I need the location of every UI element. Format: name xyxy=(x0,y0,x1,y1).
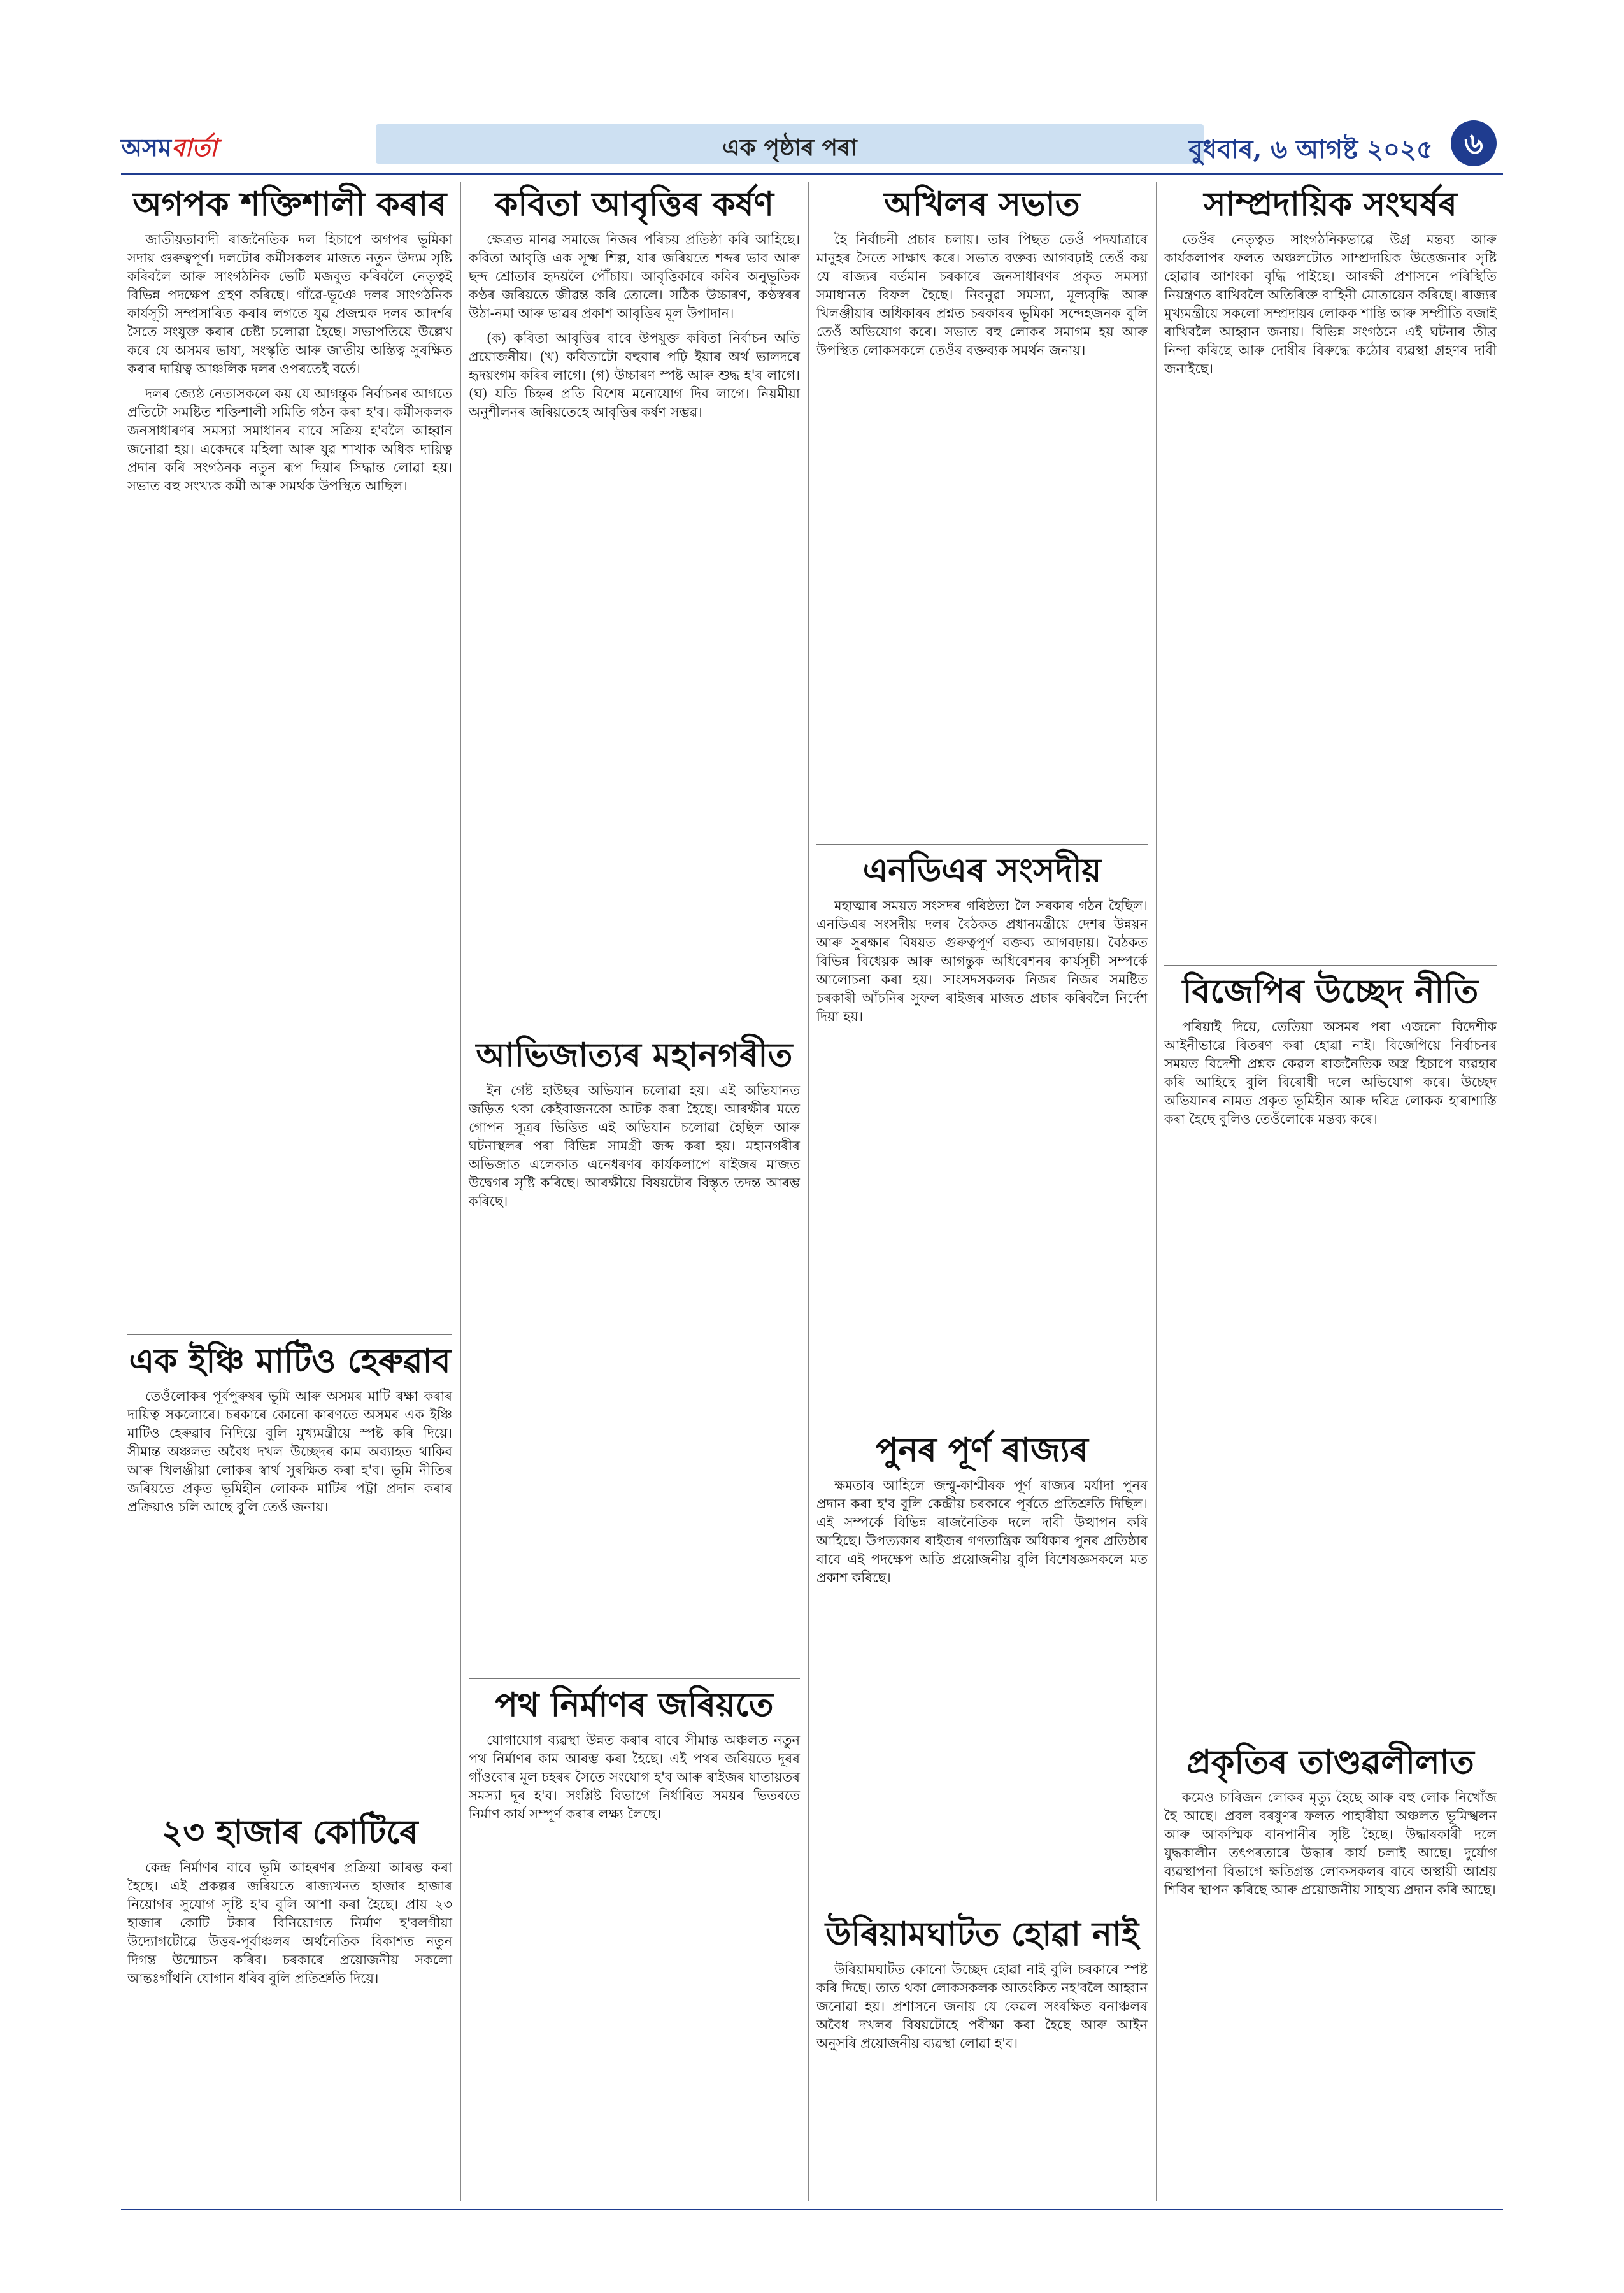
article-statehood xyxy=(816,1431,1148,1587)
page-number-badge: ৬ xyxy=(1451,120,1497,166)
article-headline: পথ নিৰ্মাণৰ জৰিয়তে xyxy=(495,1686,774,1724)
article-body: তেওঁৰ নেতৃত্বত সাংগঠনিকভাৱে উগ্ৰ মন্তব্য আৰু কাৰ্যকলাপৰ ফলত অঞ্চলটোত সাম্প্ৰদায়িক উত্তেজনাৰ সৃষ্টি হোৱাৰ আশংকা বৃদ্ধি পাইছে। আৰক্ষী প্ৰশাসনে পৰিস্থিতি নিয়ন্ত্ৰণত ৰাখিবলৈ অতিৰিক্ত বাহিনী মোতায়েন কৰিছে। ৰাজ্যৰ মুখ্যমন্ত্ৰীয়ে সকলো সম্প্ৰদায়ৰ লোকক শান্তি আৰু সম্প্ৰীতি বজাই ৰাখিবলৈ আহ্বান জনায়। বিভিন্ন সংগঠনে এই ঘটনাৰ তীব্ৰ নিন্দা কৰিছে আৰু দোষীৰ বিৰুদ্ধে কঠোৰ ব্যৱস্থা গ্ৰহণৰ দাবী জনাইছে। xyxy=(1164,232,1497,377)
logo-part1: অসম xyxy=(121,134,172,162)
article-uriamghat xyxy=(816,1915,1148,2053)
column-3 xyxy=(816,185,1148,360)
article-headline: এক ইঞ্চি মাটিও হেৰুৱাব xyxy=(129,1342,451,1380)
article-headline: অখিলৰ সভাত xyxy=(884,185,1080,224)
article-metropolis xyxy=(469,1036,800,1211)
article-body: যোগাযোগ ব্যৱস্থা উন্নত কৰাৰ বাবে সীমান্ত অঞ্চলত নতুন পথ নিৰ্মাণৰ কাম আৰম্ভ কৰা হৈছে। এই পথৰ জৰিয়তে দূৰৰ গাঁওবোৰ মূল চহৰৰ সৈতে সংযোগ হ'ব আৰু ৰাইজৰ যাতায়তৰ সমস্যা দূৰ হ'ব। সংশ্লিষ্ট বিভাগে নিৰ্ধাৰিত সময়ৰ ভিতৰতে নিৰ্মাণ কাৰ্য সম্পূৰ্ণ কৰাৰ লক্ষ্য লৈছে। xyxy=(469,1732,800,1822)
article-body: ক্ষেত্ৰত মানৱ সমাজে নিজৰ পৰিচয় প্ৰতিষ্ঠা কৰি আহিছে। কবিতা আবৃত্তি এক সূক্ষ্ম শিল্প, যাৰ জৰিয়তে শব্দৰ ভাব আৰু ছন্দ শ্ৰোতাৰ হৃদয়লৈ পৌঁচায়। আবৃত্তিকাৰে কবিৰ অনুভূতিক কণ্ঠৰ জৰিয়তে জীৱন্ত কৰি তোলে। সঠিক উচ্চাৰণ, কণ্ঠস্বৰৰ উঠা-নমা আৰু ভাৱৰ প্ৰকাশ আবৃত্তিৰ মূল উপাদান। xyxy=(469,232,800,322)
article-body: (ক) কবিতা আবৃত্তিৰ বাবে উপযুক্ত কবিতা নিৰ্বাচন অতি প্ৰয়োজনীয়। (খ) কবিতাটো বহুবাৰ পঢ়ি ইয়াৰ অৰ্থ ভালদৰে হৃদয়ংগম কৰিব লাগে। (গ) উচ্চাৰণ স্পষ্ট আৰু শুদ্ধ হ'ব লাগে। (ঘ) যতি চিহ্নৰ প্ৰতি বিশেষ মনোযোগ দিব লাগে। নিয়মীয়া অনুশীলনৰ জৰিয়তেহে আবৃত্তিৰ কৰ্ষণ সম্ভৱ। xyxy=(469,331,800,420)
column-4 xyxy=(1164,185,1497,378)
article-body: জাতীয়তাবাদী ৰাজনৈতিক দল হিচাপে অগপৰ ভূমিকা সদায় গুৰুত্বপূৰ্ণ। দলটোৰ কৰ্মীসকলৰ মাজত নতুন উদ্যম সৃষ্টি কৰিবলৈ আৰু সাংগঠনিক ভেটি মজবুত কৰিবলৈ নেতৃত্বই বিভিন্ন পদক্ষেপ গ্ৰহণ কৰিছে। গাঁৱে-ভূঞে দলৰ সাংগঠনিক কাৰ্যসূচী সম্প্ৰসাৰিত কৰাৰ লগতে যুৱ প্ৰজন্মক দলৰ আদৰ্শৰ সৈতে সংযুক্ত কৰাৰ চেষ্টা চলোৱা হৈছে। সভাপতিয়ে উল্লেখ কৰে যে অসমৰ ভাষা, সংস্কৃতি আৰু জাতীয় অস্তিত্ব সুৰক্ষিত কৰাৰ দায়িত্ব আঞ্চলিক দলৰ ওপৰতেই বৰ্তে। xyxy=(127,232,452,377)
article-nda xyxy=(816,851,1148,1026)
newspaper-logo[interactable] xyxy=(121,129,217,170)
article-headline: সাম্প্ৰদায়িক সংঘৰ্ষৰ xyxy=(1204,185,1457,224)
column-2 xyxy=(469,185,800,422)
article-headline: ২৩ হাজাৰ কোটিৰে xyxy=(161,1813,418,1852)
article-body: ইন গেষ্ট হাউছৰ অভিযান চলোৱা হয়। এই অভিযানত জড়িত থকা কেইবাজনকো আটক কৰা হৈছে। আৰক্ষীৰ মতে গোপন সূত্ৰৰ ভিত্তিত এই অভিযান চলোৱা হৈছিল আৰু ঘটনাস্থলৰ পৰা বিভিন্ন সামগ্ৰী জব্দ কৰা হয়। মহানগৰীৰ অভিজাত এলেকাত এনেধৰণৰ কাৰ্যকলাপে ৰাইজৰ মাজত উদ্বেগৰ সৃষ্টি কৰিছে। আৰক্ষীয়ে বিষয়টোৰ বিস্তৃত তদন্ত আৰম্ভ কৰিছে। xyxy=(469,1083,800,1210)
article-separator xyxy=(127,1334,452,1335)
issue-date: বুধবাৰ, ৬ আগষ্ট ২০২৫ xyxy=(1188,134,1433,164)
column-4-middle xyxy=(1164,959,1497,1129)
column-3-bottom xyxy=(816,1901,1148,2053)
article-body: দলৰ জ্যেষ্ঠ নেতাসকলে কয় যে আগন্তুক নিৰ্বাচনৰ আগতে প্ৰতিটো সমষ্টিত শক্তিশালী সমিতি গঠন কৰা হ'ব। কৰ্মীসকলক জনসাধাৰণৰ সমস্যা সমাধানৰ বাবে সক্ৰিয় হ'বলৈ আহ্বান জনোৱা হয়। একেদৰে মহিলা আৰু যুৱ শাখাক অধিক দায়িত্ব প্ৰদান কৰি সংগঠনক নতুন ৰূপ দিয়াৰ সিদ্ধান্ত লোৱা হয়। সভাত বহু সংখ্যক কৰ্মী আৰু সমৰ্থক উপস্থিত আছিল। xyxy=(127,386,452,494)
article-bjp-eviction xyxy=(1164,972,1497,1129)
article-headline: উৰিয়ামঘাটত হোৱা নাই xyxy=(825,1915,1139,1954)
article-headline: বিজেপিৰ উচ্ছেদ নীতি xyxy=(1182,973,1479,1011)
article-separator xyxy=(816,844,1148,845)
article-headline: আভিজাত্যৰ মহানগৰীত xyxy=(476,1036,793,1075)
article-agp xyxy=(127,185,452,496)
column-2-bottom xyxy=(469,1672,800,1824)
article-body: হৈ নিৰ্বাচনী প্ৰচাৰ চলায়। তাৰ পিছত তেওঁ পদযাত্ৰাৰে মানুহৰ সৈতে সাক্ষাৎ কৰে। সভাত বক্তব্য আগবঢ়াই তেওঁ কয় যে ৰাজ্যৰ বৰ্তমান চৰকাৰে জনসাধাৰণৰ প্ৰকৃত সমস্যা সমাধানত বিফল হৈছে। নিবনুৱা সমস্যা, মূল্যবৃদ্ধি আৰু খিলঞ্জীয়াৰ অধিকাৰৰ প্ৰশ্নত চৰকাৰৰ ভূমিকা সন্দেহজনক বুলি তেওঁ অভিযোগ কৰে। সভাত বহু লোকৰ সমাগম হয় আৰু উপস্থিত লোকসকলে তেওঁৰ বক্তব্যক সমৰ্থন জনায়। xyxy=(816,232,1148,359)
article-headline: প্ৰকৃতিৰ তাণ্ডৱলীলাত xyxy=(1186,1743,1474,1782)
column-1 xyxy=(127,185,452,496)
masthead-rule xyxy=(121,173,1503,175)
section-title: এক পৃষ্ঠাৰ পৰা xyxy=(722,134,857,161)
column-2-middle xyxy=(469,1022,800,1211)
article-headline: কবিতা আবৃত্তিৰ কৰ্ষণ xyxy=(495,185,774,224)
article-land xyxy=(127,1341,452,1517)
article-body: তেওঁলোকৰ পূৰ্বপুৰুষৰ ভূমি আৰু অসমৰ মাটি ৰক্ষা কৰাৰ দায়িত্ব সকলোৰে। চৰকাৰে কোনো কাৰণতে অসমৰ এক ইঞ্চি মাটিও হেৰুৱাব নিদিয়ে বুলি মুখ্যমন্ত্ৰীয়ে স্পষ্ট কৰি দিয়ে। সীমান্ত অঞ্চলত অবৈধ দখল উচ্ছেদৰ কাম অব্যাহত থাকিব আৰু খিলঞ্জীয়া লোকৰ স্বাৰ্থ সুৰক্ষিত কৰা হ'ব। ভূমি নীতিৰ জৰিয়তে প্ৰকৃত ভূমিহীন লোকক মাটিৰ পট্টা প্ৰদান কৰাৰ প্ৰক্ৰিয়াও চলি আছে বুলি তেওঁ জনায়। xyxy=(127,1389,452,1515)
article-nature xyxy=(1164,1743,1497,1899)
article-body: মহাত্মাৰ সময়ত সংসদৰ গৰিষ্ঠতা লৈ সৰকাৰ গঠন হৈছিল। এনডিএৰ সংসদীয় দলৰ বৈঠকত প্ৰধানমন্ত্ৰীয়ে দেশৰ উন্নয়ন আৰু সুৰক্ষাৰ বিষয়ত গুৰুত্বপূৰ্ণ বক্তব্য আগবঢ়ায়। বৈঠকত বিভিন্ন বিধেয়ক আৰু আগন্তুক অধিবেশনৰ কাৰ্যসূচী সম্পৰ্কে আলোচনা কৰা হয়। সাংসদসকলক নিজৰ নিজৰ সমষ্টিত চৰকাৰী আঁচনিৰ সুফল ৰাইজৰ মাজত প্ৰচাৰ কৰিবলৈ নিৰ্দেশ দিয়া হয়। xyxy=(816,898,1148,1025)
column-3-middle xyxy=(816,838,1148,1026)
article-body: কেন্দ্ৰ নিৰ্মাণৰ বাবে ভূমি আহৰণৰ প্ৰক্ৰিয়া আৰম্ভ কৰা হৈছে। এই প্ৰকল্পৰ জৰিয়তে ৰাজ্যখনত হাজাৰ হাজাৰ নিয়োগৰ সুযোগ সৃষ্টি হ'ব বুলি আশা কৰা হৈছে। প্ৰায় ২৩ হাজাৰ কোটি টকাৰ বিনিয়োগত নিৰ্মাণ হ'বলগীয়া উদ্যোগটোৱে উত্তৰ-পূৰ্বাঞ্চলৰ অৰ্থনৈতিক বিকাশত নতুন দিগন্ত উন্মোচন কৰিব। চৰকাৰে প্ৰয়োজনীয় সকলো আন্তঃগাঁথনি যোগান ধৰিব বুলি প্ৰতিশ্ৰুতি দিয়ে। xyxy=(127,1860,452,1987)
column-divider xyxy=(460,182,461,2201)
article-akhil xyxy=(816,185,1148,360)
column-divider xyxy=(808,182,809,2201)
article-separator xyxy=(469,1678,800,1679)
article-body: কমেও চাৰিজন লোকৰ মৃত্যু হৈছে আৰু বহু লোক নিখোঁজ হৈ আছে। প্ৰবল বৰষুণৰ ফলত পাহাৰীয়া অঞ্চলত ভূমিস্খলন আৰু আকস্মিক বানপানীৰ সৃষ্টি হৈছে। উদ্ধাৰকাৰী দলে যুদ্ধকালীন তৎপৰতাৰে উদ্ধাৰ কাৰ্য চলাই আছে। দুৰ্যোগ ব্যৱস্থাপনা বিভাগে ক্ষতিগ্ৰস্ত লোকসকলৰ বাবে অস্থায়ী আশ্ৰয় শিবিৰ স্থাপন কৰিছে আৰু প্ৰয়োজনীয় সাহায্য প্ৰদান কৰি আছে। xyxy=(1164,1790,1497,1898)
column-divider xyxy=(1156,182,1157,2201)
column-1-bottom xyxy=(127,1799,452,1988)
article-road xyxy=(469,1685,800,1824)
article-body: উৰিয়ামঘাটত কোনো উচ্ছেদ হোৱা নাই বুলি চৰকাৰে স্পষ্ট কৰি দিছে। তাত থকা লোকসকলক আতংকিত নহ'বলৈ আহ্বান জনোৱা হয়। প্ৰশাসনে জনায় যে কেৱল সংৰক্ষিত বনাঞ্চলৰ অবৈধ দখলৰ বিষয়টোহে পৰীক্ষা কৰা হৈছে আৰু আইন অনুসৰি প্ৰয়োজনীয় ব্যৱস্থা লোৱা হ'ব। xyxy=(816,1962,1148,2052)
footer-rule xyxy=(121,2209,1503,2210)
article-23k-crore xyxy=(127,1813,452,1988)
article-body: ক্ষমতাৰ আহিলে জম্মু-কাশ্মীৰক পূৰ্ণ ৰাজ্যৰ মৰ্যাদা পুনৰ প্ৰদান কৰা হ'ব বুলি কেন্দ্ৰীয় চৰকাৰে পূৰ্বতে প্ৰতিশ্ৰুতি দিছিল। এই সম্পৰ্কে বিভিন্ন ৰাজনৈতিক দলে দাবী উত্থাপন কৰি আহিছে। উপত্যকাৰ ৰাইজৰ গণতান্ত্ৰিক অধিকাৰ পুনৰ প্ৰতিষ্ঠাৰ বাবে এই পদক্ষেপ অতি প্ৰয়োজনীয় বুলি বিশেষজ্ঞসকলে মত প্ৰকাশ কৰিছে। xyxy=(816,1478,1148,1586)
article-headline: পুনৰ পূৰ্ণ ৰাজ্যৰ xyxy=(876,1431,1088,1469)
article-headline: এনডিএৰ সংসদীয় xyxy=(862,852,1102,890)
article-headline: অগপক শক্তিশালী কৰাৰ xyxy=(132,185,447,224)
article-communal xyxy=(1164,185,1497,378)
logo-part2: বার্তা xyxy=(171,134,217,162)
article-body: পৰিয়াই দিয়ে, তেতিয়া অসমৰ পৰা এজনো বিদেশীক আইনীভাৱে বিতৰণ কৰা হোৱা নাই। বিজেপিয়ে নিৰ্বাচনৰ সময়ত বিদেশী প্ৰশ্নক কেৱল ৰাজনৈতিক অস্ত্ৰ হিচাপে ব্যৱহাৰ কৰি আহিছে বুলি বিৰোধী দলে অভিযোগ কৰে। উচ্ছেদ অভিযানৰ নামত প্ৰকৃত ভূমিহীন আৰু দৰিদ্ৰ লোকক হাৰাশাস্তি কৰা হৈছে বুলিও তেওঁলোকে মন্তব্য কৰে। xyxy=(1164,1019,1497,1127)
column-4-bottom xyxy=(1164,1729,1497,1899)
article-poetry xyxy=(469,185,800,422)
column-3-lower xyxy=(816,1417,1148,1587)
article-separator xyxy=(1164,965,1497,966)
masthead xyxy=(121,124,1503,169)
section-band xyxy=(376,124,1204,164)
column-1-lower xyxy=(127,1328,452,1517)
